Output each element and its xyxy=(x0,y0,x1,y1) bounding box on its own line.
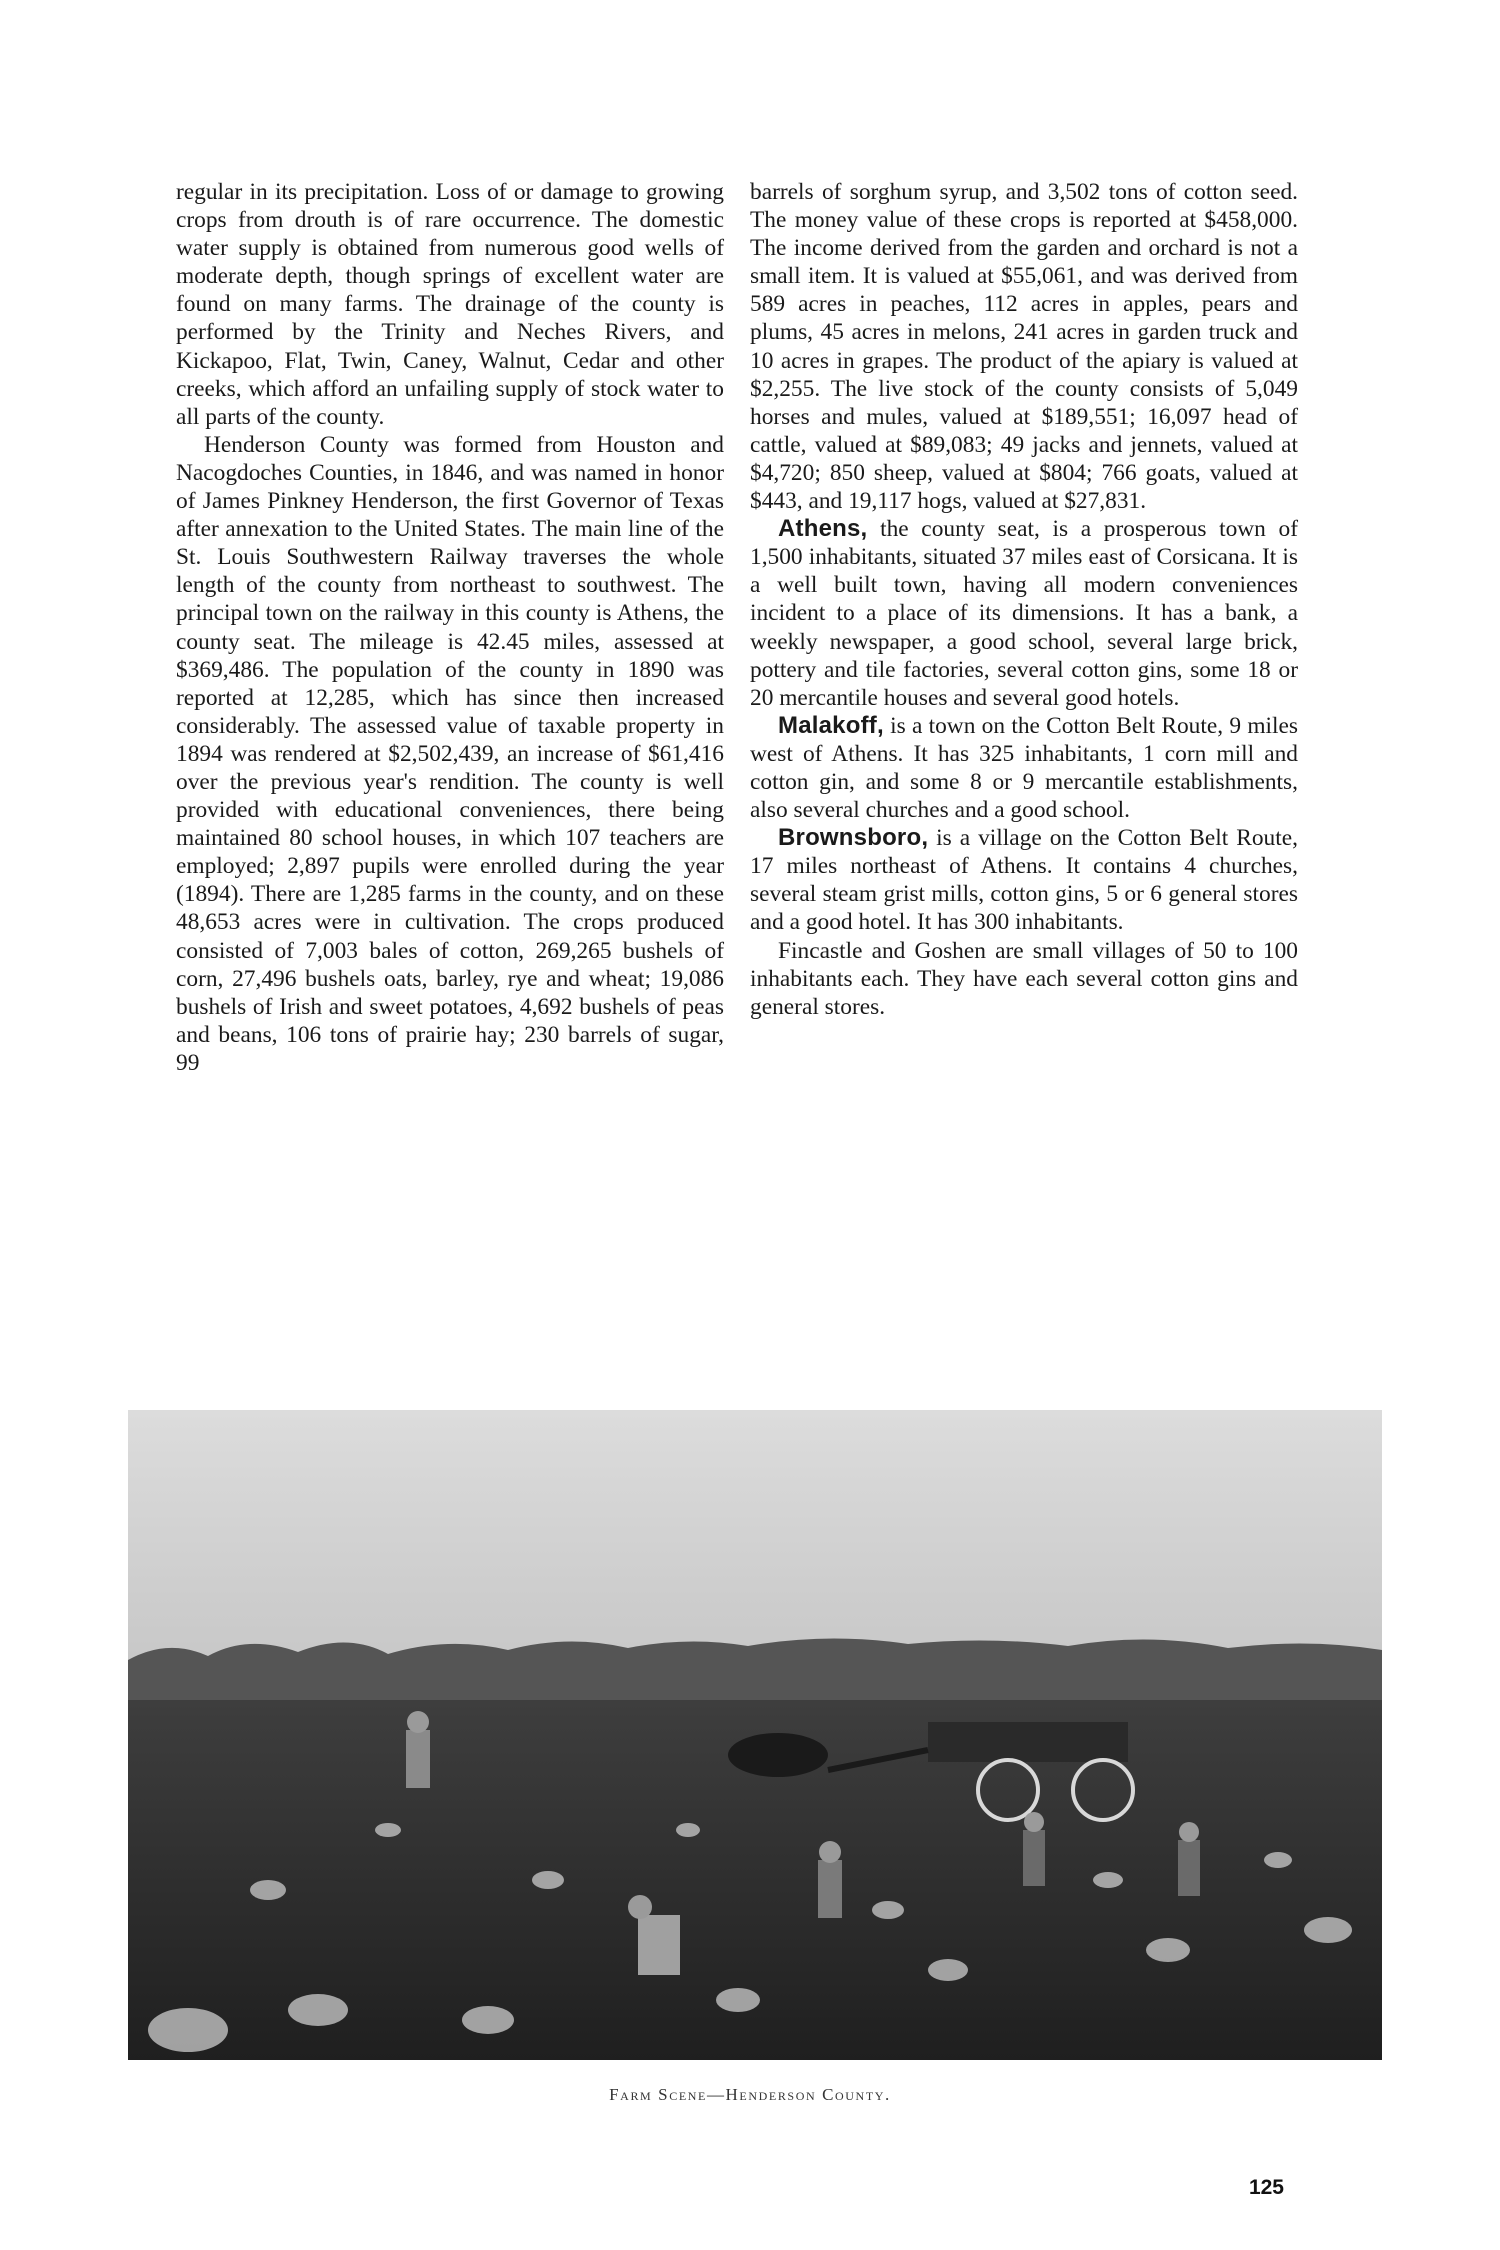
photo-caption: Farm Scene—Henderson County. xyxy=(609,2085,891,2104)
paragraph-malakoff xyxy=(750,712,1298,824)
athens-text: the county seat, is a prosperous town of 1,500 inhabitants, situated 37 miles east of Corsicana. It is a well built town, having all modern conveniences incident to a place of its dimensions. It has a bank, a weekly newspaper, a good school, several large brick, pottery and tile factories, several cotton gins, some 18 or 20 mercantile houses and several good hotels. xyxy=(750,516,1298,711)
right-column xyxy=(750,178,1298,1021)
malakoff-text: is a town on the Cotton Belt Route, 9 miles west of Athens. It has 325 inhabitants, 1 corn mill and cotton gin, and some 8 or 9 mercantile establishments, also several churches and a good school. xyxy=(750,712,1298,824)
left-column xyxy=(176,178,724,1077)
paragraph-drainage: regular in its precipitation. Loss of or damage to growing crops from drouth is of rare occurrence. The domestic water supply is obtained from numerous good wells of moderate depth, though springs of excellent water are found on many farms. The drainage of the county is performed by the Trinity and Neches Rivers, and Kickapoo, Flat, Twin, Caney, Walnut, Cedar and other creeks, which afford an unfailing supply of stock water to all parts of the county. xyxy=(176,179,724,430)
brownsboro-heading: Brownsboro, xyxy=(778,824,929,852)
athens-heading: Athens, xyxy=(778,515,868,543)
page-number: 125 xyxy=(1248,2176,1284,2199)
paragraph-fincastle-goshen: Fincastle and Goshen are small villages of 50 to 100 inhabitants each. They have each several cotton gins and general stores. xyxy=(750,937,1298,1020)
paragraph-brownsboro xyxy=(750,824,1298,936)
paragraph-henderson-county: Henderson County was formed from Houston and Nacogdoches Counties, in 1846, and was named in honor of James Pinkney Henderson, the first Governor of Texas after annexation to the United States. The main line of the St. Louis Southwestern Railway traverses the whole length of the county from northeast to southwest. The principal town on the railway in this county is Athens, the county seat. The mileage is 42.45 miles, assessed at $369,486. The population of the county in 1890 was reported at 12,285, which has since then increased considerably. The assessed value of taxable property in 1894 was rendered at $2,502,439, an increase of $61,416 over the previous year's rendition. The county is well provided with educational conveniences, there being maintained 80 school houses, in which 107 teachers are employed; 2,897 pupils were enrolled during the year (1894). There are 1,285 farms in the county, and on these 48,653 acres were in cultivation. The crops produced consisted of 7,003 bales of cotton, 269,265 bushels of corn, 27,496 bushels oats, barley, rye and wheat; 19,086 bushels of Irish and sweet potatoes, 4,692 bushels of peas and beans, 106 tons of prairie hay; 230 barrels of sugar, 99 xyxy=(176,431,724,1076)
paragraph-crops-livestock: barrels of sorghum syrup, and 3,502 tons of cotton seed. The money value of these crops is reported at $458,000. The income derived from the garden and orchard is not a small item. It is valued at $55,061, and was derived from 589 acres in peaches, 112 acres in apples, pears and plums, 45 acres in melons, 241 acres in garden truck and 10 acres in grapes. The product of the apiary is valued at $2,255. The live stock of the county consists of 5,049 horses and mules, valued at $189,551; 16,097 head of cattle, valued at $89,083; 49 jacks and jennets, valued at $4,720; 850 sheep, valued at $804; 766 goats, valued at $443, and 19,117 hogs, valued at $27,831. xyxy=(750,179,1298,515)
paragraph-athens xyxy=(750,515,1298,712)
brownsboro-text: is a village on the Cotton Belt Route, 17 miles northeast of Athens. It contains 4 churches, several steam grist mills, cotton gins, 5 or 6 general stores and a good hotel. It has 300 inhabitants. xyxy=(750,825,1298,936)
malakoff-heading: Malakoff, xyxy=(778,711,884,739)
farm-scene-photo xyxy=(128,1410,1382,2060)
